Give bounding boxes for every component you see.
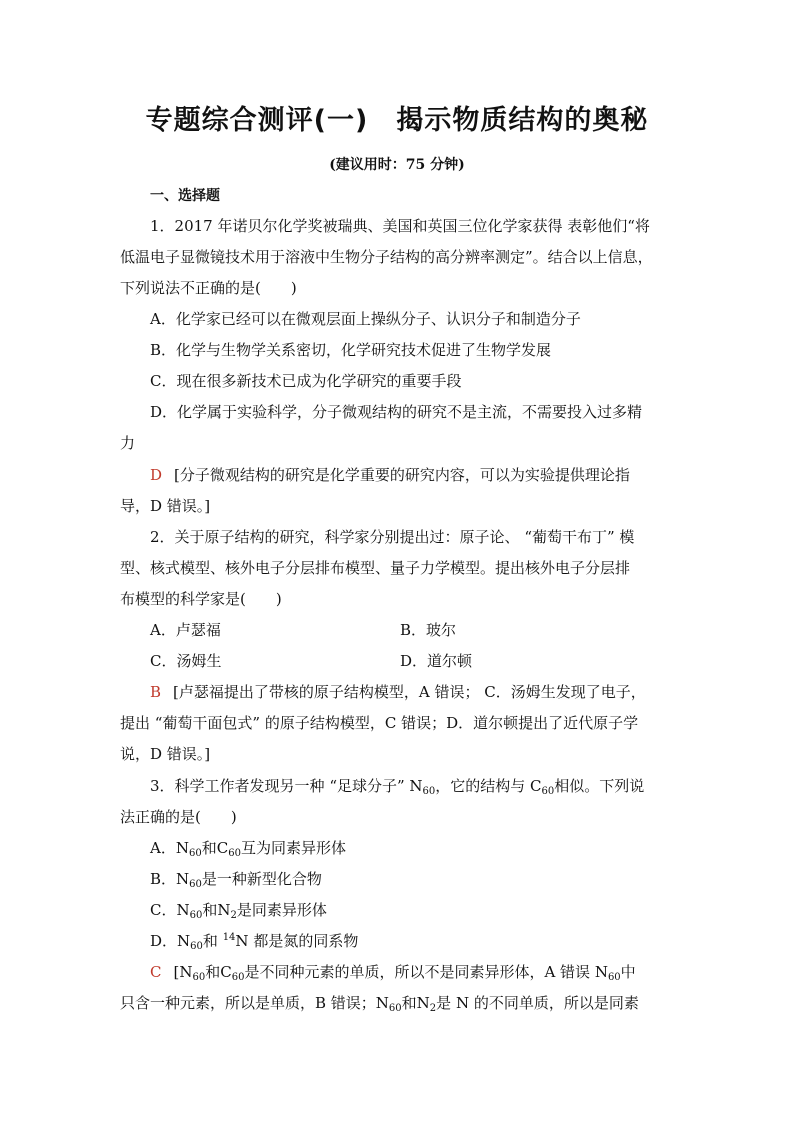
- q1-option-d: D．化学属于实验科学，分子微观结构的研究不是主流，不需要投入过多精: [150, 403, 643, 421]
- q2-option-a: A．卢瑟福: [150, 621, 221, 639]
- q1-stem-line-3: 下列说法不正确的是( ): [120, 279, 297, 297]
- q1-option-b: B．化学与生物学关系密切，化学研究技术促进了生物学发展: [150, 341, 552, 359]
- q1-stem-line-1: 1．2017 年诺贝尔化学奖被瑞典、美国和英国三位化学家获得 表彰他们“将: [150, 217, 650, 235]
- q3-stem-line-2: 法正确的是( ): [120, 808, 237, 826]
- q3-option-b: B．$N_{60}$是一种新型化合物: [150, 870, 322, 890]
- q1-answer: D: [150, 466, 163, 484]
- q2-explanation-2: 提出 “葡萄干面包式” 的原子结构模型，C 错误；D．道尔顿提出了近代原子学: [120, 714, 639, 732]
- q2-explanation-3: 说，D 错误。]: [120, 745, 211, 763]
- q3-answer: C: [150, 963, 162, 981]
- q3-answer-line: C [$N_{60}$和$C_{60}$是不同种元素的单质，所以不是同素异形体，A 错误 $N_{60}$中: [150, 963, 636, 983]
- q2-option-b: B．玻尔: [400, 621, 457, 639]
- q1-option-a: A．化学家已经可以在微观层面上操纵分子、认识分子和制造分子: [150, 310, 581, 328]
- q2-stem-line-3: 布模型的科学家是( ): [120, 590, 282, 608]
- q3-option-d: D．$N_{60}$和 $^{14}$N 都是氮的同系物: [150, 932, 359, 952]
- q2-answer: B: [150, 683, 162, 701]
- section-heading: 一、选择题: [150, 188, 220, 204]
- q1-answer-line: [150, 465, 630, 485]
- q3-explanation-2: 只含一种元素，所以是单质，B 错误；$N_{60}$和$N_2$是 N 的不同单质，所以是同素: [120, 994, 639, 1014]
- q2-answer-line: [150, 682, 646, 702]
- q1-explanation-2: 导，D 错误。]: [120, 497, 211, 515]
- q2-option-c: C．汤姆生: [150, 652, 222, 670]
- q3-option-a: A．$N_{60}$和$C_{60}$互为同素异形体: [150, 839, 346, 859]
- suggested-time: (建议用时：75 分钟): [329, 157, 465, 173]
- q2-explanation-1: [卢瑟福提出了带核的原子结构模型，A 错误； C．汤姆生发现了电子，: [173, 683, 646, 701]
- q3-option-c: C．$N_{60}$和$N_2$是同素异形体: [150, 901, 327, 921]
- q3-stem-line-1: 3．科学工作者发现另一种 “足球分子” $N_{60}$，它的结构与 $C_{60}$相似。下列说: [150, 777, 645, 797]
- q1-option-d-cont: 力: [120, 434, 136, 452]
- page-title: 专题综合测评(一) 揭示物质结构的奥秘: [145, 105, 649, 136]
- q2-stem-line-2: 型、核式模型、核外电子分层排布模型、量子力学模型。提出核外电子分层排: [120, 559, 631, 577]
- q2-stem-line-1: 2．关于原子结构的研究，科学家分别提出过：原子论、 “葡萄干布丁” 模: [150, 528, 635, 546]
- q1-option-c: C．现在很多新技术已成为化学研究的重要手段: [150, 372, 462, 390]
- q1-explanation-1: [分子微观结构的研究是化学重要的研究内容，可以为实验提供理论指: [174, 466, 630, 484]
- q2-option-d: D．道尔顿: [400, 652, 473, 670]
- q1-stem-line-2: 低温电子显微镜技术用于溶液中生物分子结构的高分辨率测定”。结合以上信息，: [120, 248, 653, 266]
